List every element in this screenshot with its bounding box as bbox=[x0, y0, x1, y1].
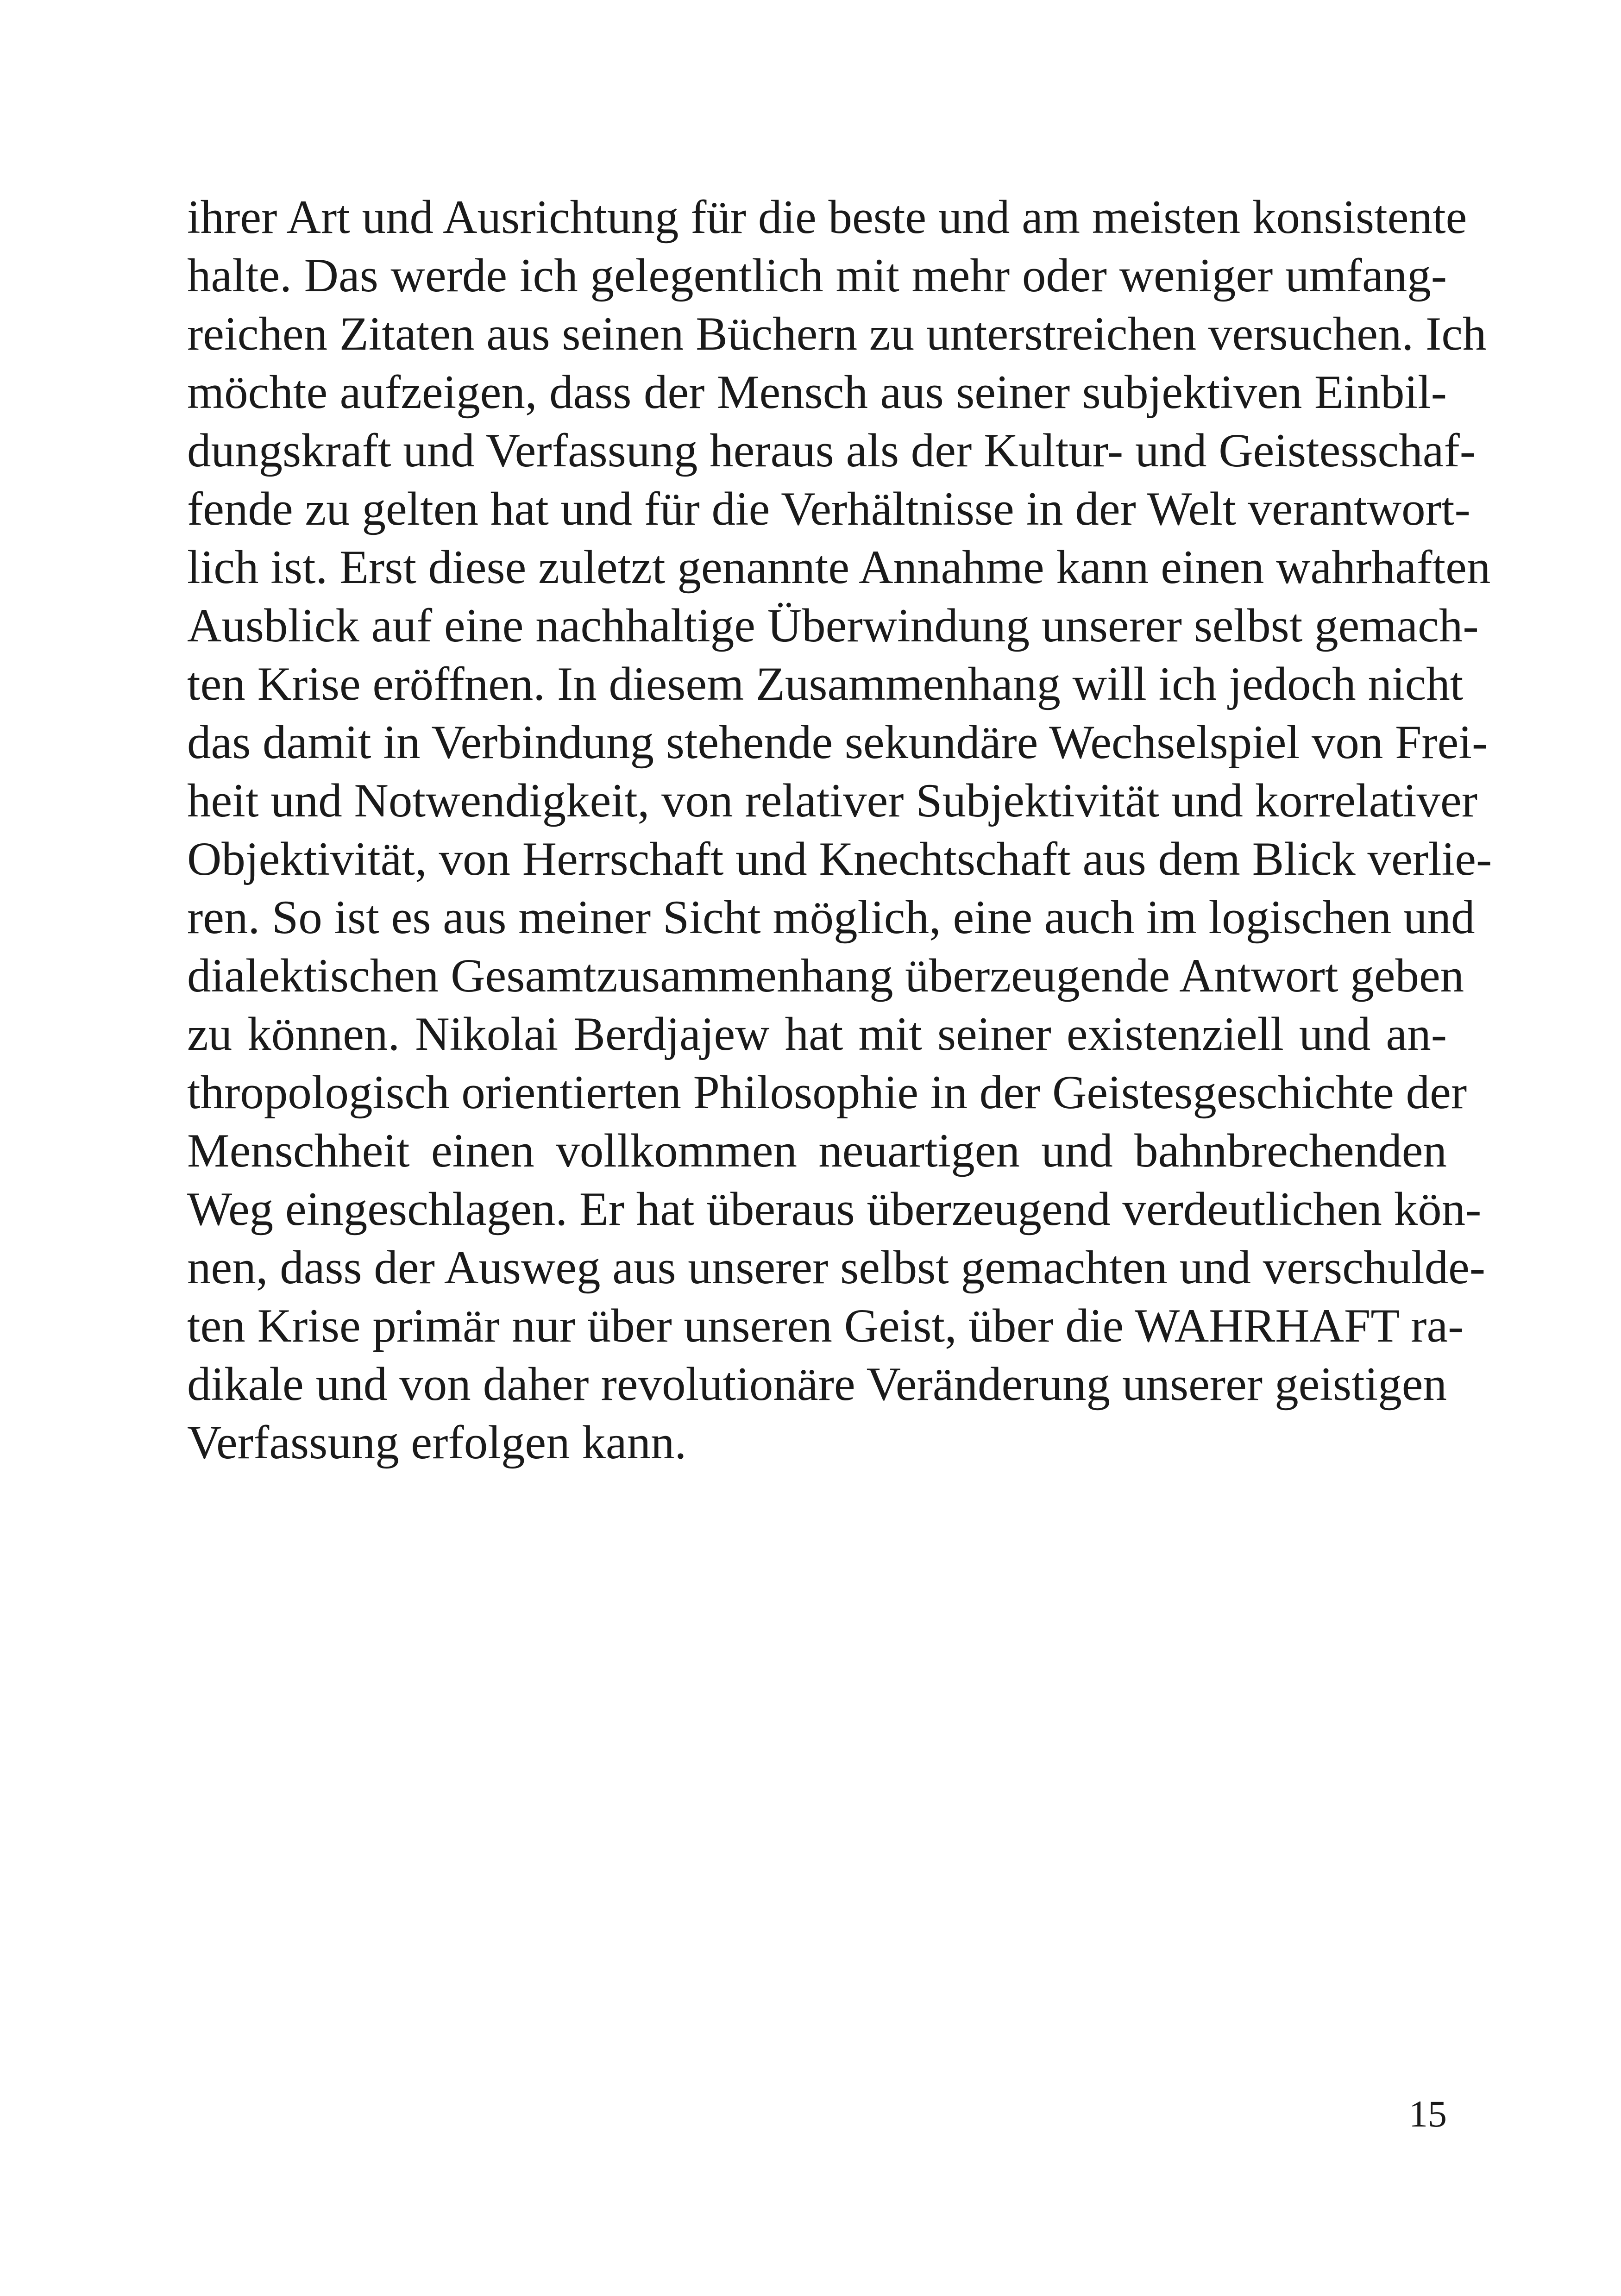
text-line: reichen Zitaten aus seinen Büchern zu unterstreichen versuchen. Ich bbox=[187, 307, 1487, 360]
text-line: ihrer Art und Ausrichtung für die beste und am meisten konsistente bbox=[187, 191, 1467, 244]
text-line: Objektivität, von Herrschaft und Knechtschaft aus dem Blick verlie- bbox=[187, 833, 1492, 885]
text-line: zu können. Nikolai Berdjajew hat mit seiner existenziell und an- bbox=[187, 1008, 1447, 1060]
text-line: fende zu gelten hat und für die Verhältnisse in der Welt verantwort- bbox=[187, 483, 1470, 535]
text-line: ren. So ist es aus meiner Sicht möglich, eine auch im logischen und bbox=[187, 891, 1475, 944]
text-line: thropologisch orientierten Philosophie in der Geistesgeschichte der bbox=[187, 1066, 1467, 1119]
text-line: möchte aufzeigen, dass der Mensch aus seiner subjektiven Einbil- bbox=[187, 366, 1447, 419]
text-line: Verfassung erfolgen kann. bbox=[187, 1416, 687, 1469]
text-line: heit und Notwendigkeit, von relativer Subjektivität und korrelativer bbox=[187, 774, 1478, 827]
text-line: nen, dass der Ausweg aus unserer selbst gemachten und verschulde- bbox=[187, 1241, 1486, 1294]
body-paragraph bbox=[187, 188, 1492, 1472]
text-line: dikale und von daher revolutionäre Veränderung unserer geistigen bbox=[187, 1358, 1447, 1411]
text-line: Weg eingeschlagen. Er hat überaus überzeugend verdeutlichen kön- bbox=[187, 1183, 1482, 1236]
text-line: ten Krise eröffnen. In diesem Zusammenhang will ich jedoch nicht bbox=[187, 658, 1464, 710]
text-line: ten Krise primär nur über unseren Geist, über die WAHRHAFT ra- bbox=[187, 1299, 1464, 1352]
text-line: das damit in Verbindung stehende sekundäre Wechselspiel von Frei- bbox=[187, 716, 1488, 769]
page-number: 15 bbox=[1409, 2093, 1447, 2135]
text-line: dungskraft und Verfassung heraus als der Kultur- und Geistesschaf- bbox=[187, 424, 1476, 477]
text-line: dialektischen Gesamtzusammenhang überzeugende Antwort geben bbox=[187, 949, 1464, 1002]
text-line: Ausblick auf eine nachhaltige Überwindung unserer selbst gemach- bbox=[187, 599, 1479, 652]
text-line: Menschheit einen vollkommen neuartigen und bahnbrechenden bbox=[187, 1124, 1447, 1177]
text-line: lich ist. Erst diese zuletzt genannte Annahme kann einen wahrhaften bbox=[187, 541, 1491, 594]
text-line: halte. Das werde ich gelegentlich mit mehr oder weniger umfang- bbox=[187, 249, 1447, 302]
